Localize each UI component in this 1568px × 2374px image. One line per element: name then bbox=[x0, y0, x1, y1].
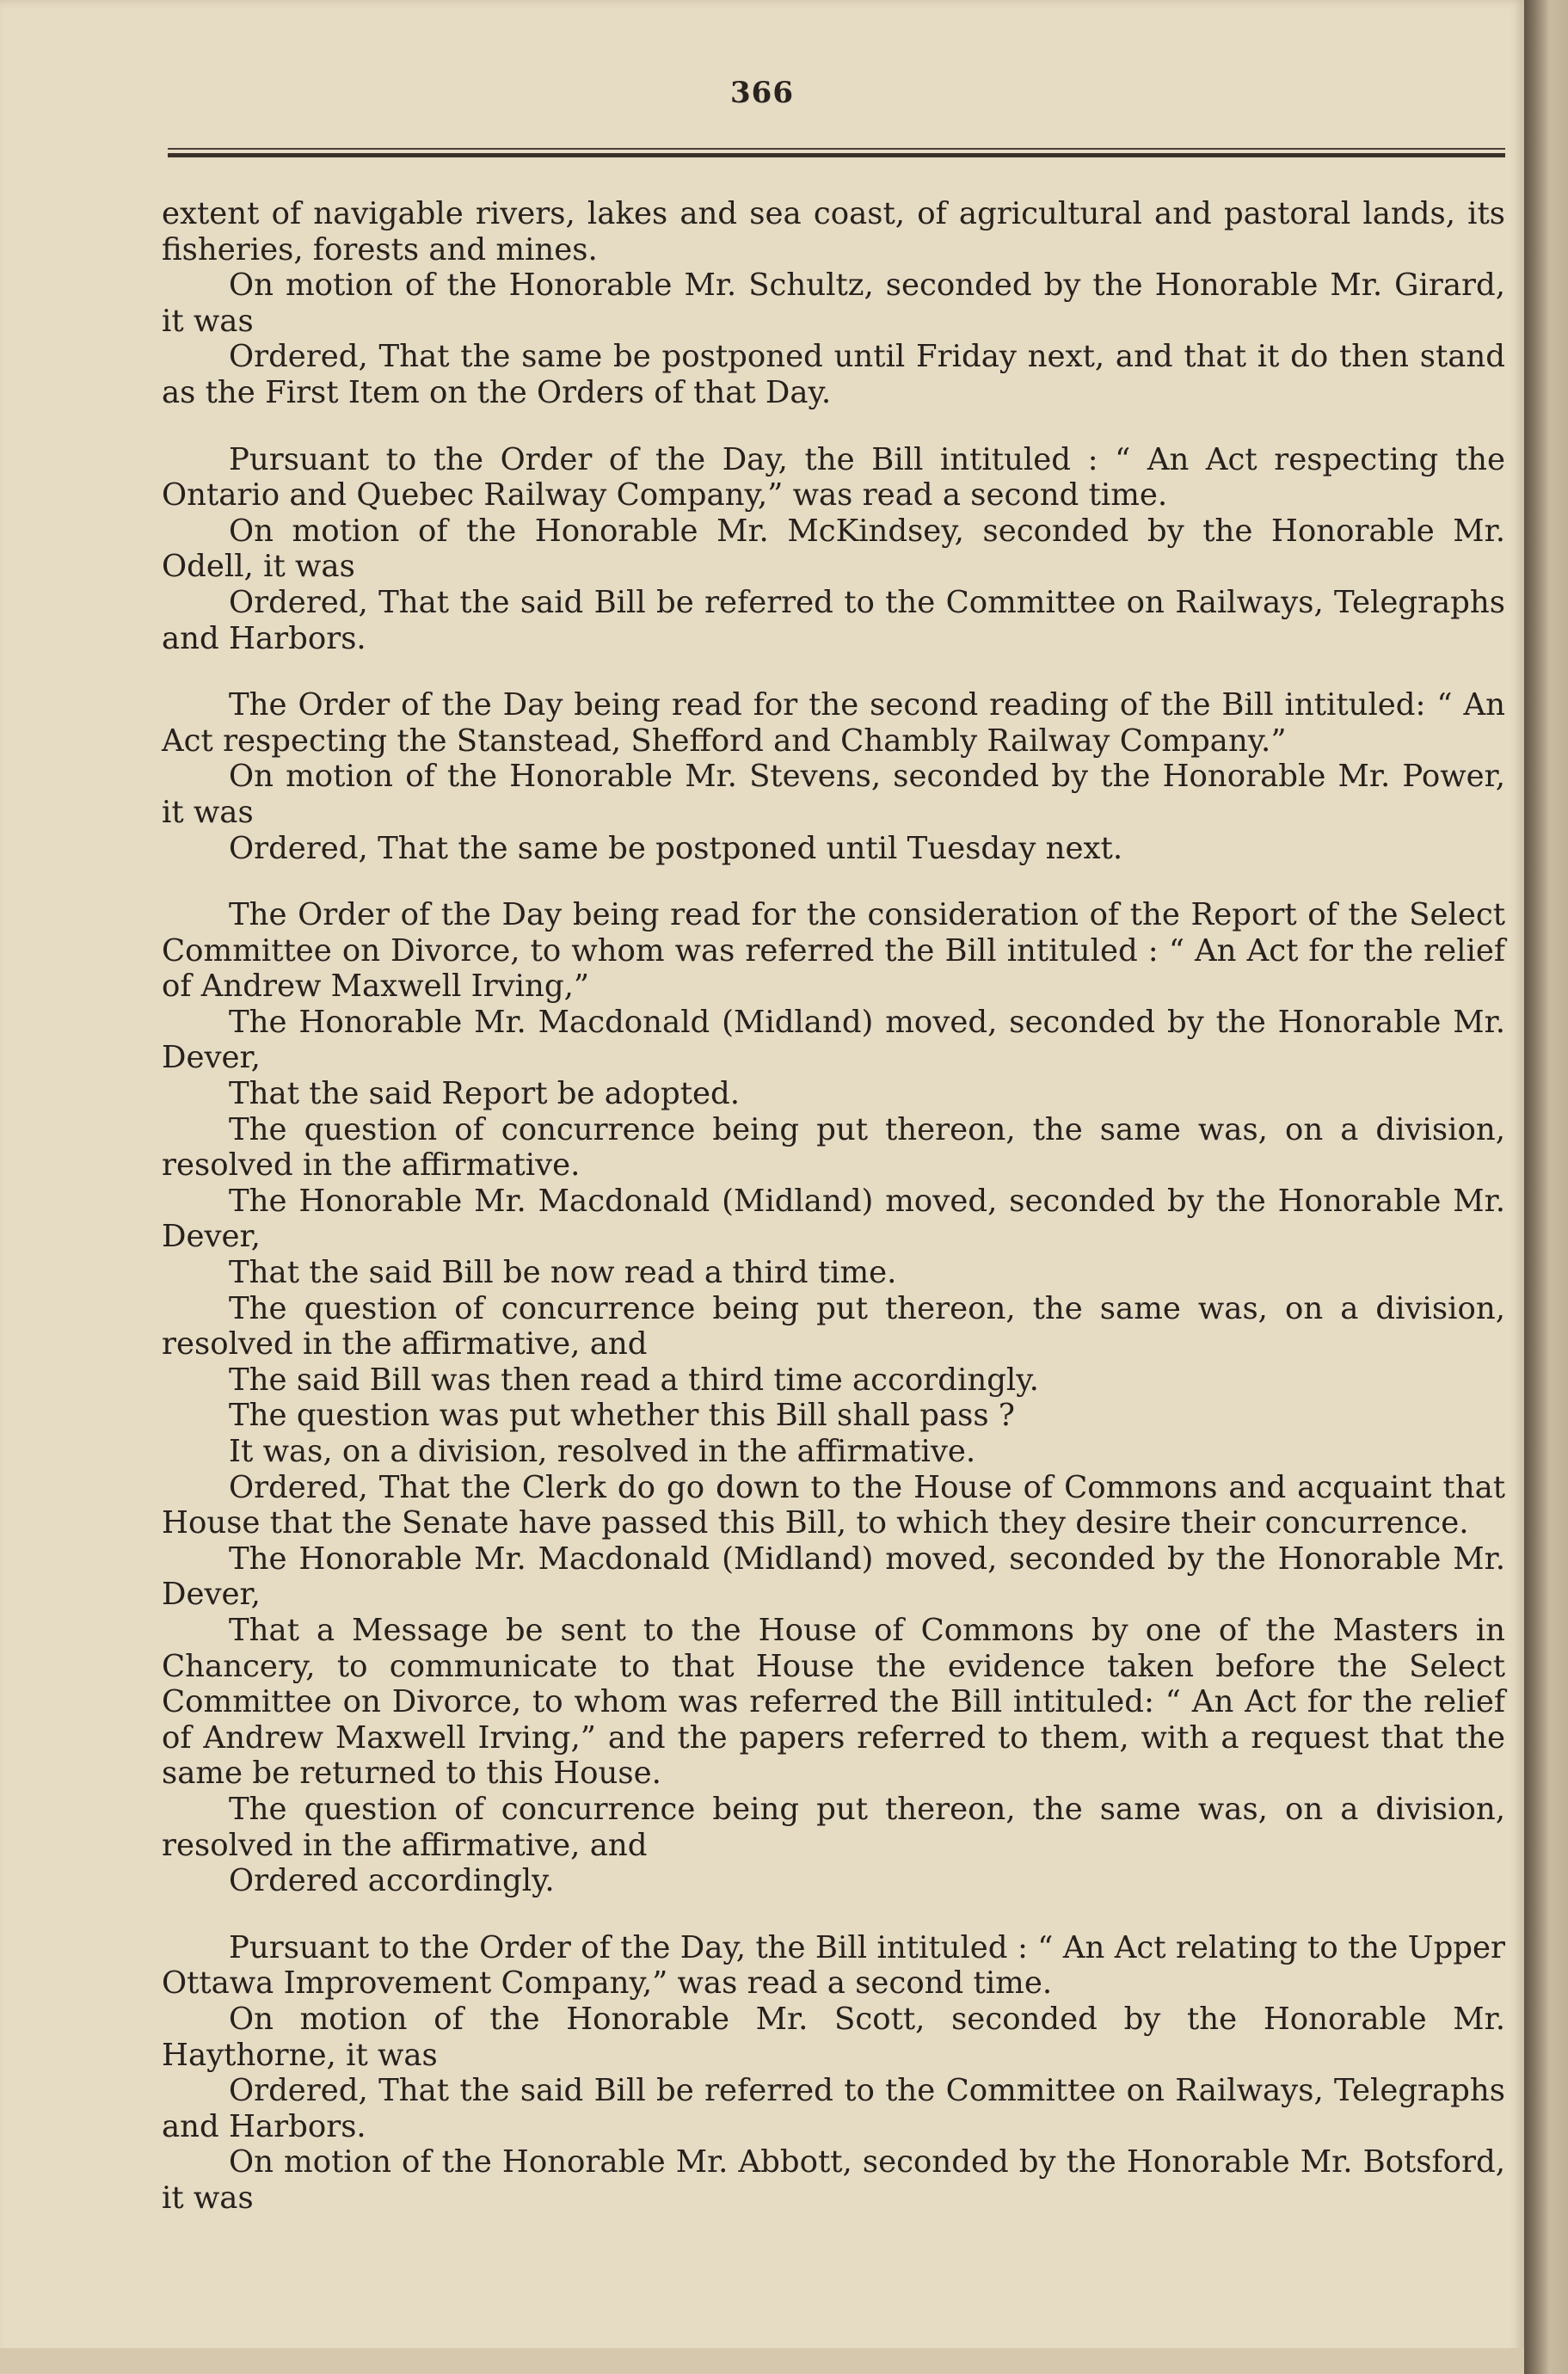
paragraph: On motion of the Honorable Mr. Stevens, seconded by the Honorable Mr. Power, it was bbox=[162, 759, 1505, 830]
paragraph: The question of concurrence being put thereon, the same was, on a division, resolved in the affirmative. bbox=[162, 1111, 1505, 1184]
paragraph: The question was put whether this Bill shall pass ? bbox=[229, 1398, 1015, 1434]
header-rule bbox=[168, 148, 1505, 162]
paragraph: Ordered, That the Clerk do go down to the House of Commons and acquaint that House that the Senate have passed this Bill, to which they desire their concurrence. bbox=[162, 1469, 1505, 1541]
paragraph: Ordered, That the same be postponed until Tuesday next. bbox=[229, 830, 1123, 866]
page-bottom-edge bbox=[0, 2348, 1524, 2374]
paragraph: On motion of the Honorable Mr. McKindsey, seconded by the Honorable Mr. Odell, it was bbox=[162, 513, 1505, 585]
body-text bbox=[162, 196, 1505, 2216]
paragraph: That a Message be sent to the House of Commons by one of the Masters in Chancery, to communicate to that House the evidence taken before the Select Committee on Divorce, to whom was referred the Bill intituled: “ An Act for the relief of Andrew Maxwell Irving,” and the papers referred to them, with a request that the same be returned to this House. bbox=[162, 1612, 1505, 1792]
paragraph: Ordered, That the same be postponed until Friday next, and that it do then stand as the First Item on the Orders of that Day. bbox=[162, 339, 1505, 410]
header-rule-thick bbox=[168, 153, 1505, 157]
paragraph: Pursuant to the Order of the Day, the Bill intituled : “ An Act respecting the Ontario and Quebec Railway Company,” was read a second time. bbox=[162, 441, 1505, 514]
paragraph: The Honorable Mr. Macdonald (Midland) moved, seconded by the Honorable Mr. Dever, bbox=[162, 1004, 1505, 1076]
paragraph: Pursuant to the Order of the Day, the Bill intituled : “ An Act relating to the Upper Ottawa Improvement Company,” was read a second time. bbox=[162, 1929, 1505, 2002]
paragraph: On motion of the Honorable Mr. Abbott, seconded by the Honorable Mr. Botsford, it was bbox=[162, 2144, 1505, 2216]
paragraph: The Order of the Day being read for the consideration of the Report of the Select Committee on Divorce, to whom was referred the Bill intituled : “ An Act for the relief of Andrew Maxwell Irving,” bbox=[162, 897, 1505, 1005]
paragraph: The question of concurrence being put thereon, the same was, on a division, resolved in the affirmative, and bbox=[162, 1791, 1505, 1863]
page-number: 366 bbox=[730, 76, 794, 110]
paragraph: The Honorable Mr. Macdonald (Midland) moved, seconded by the Honorable Mr. Dever, bbox=[162, 1541, 1505, 1613]
paragraph: That the said Bill be now read a third time. bbox=[229, 1255, 897, 1291]
book-spine-edge bbox=[1524, 0, 1568, 2374]
paragraph: It was, on a division, resolved in the affirmative. bbox=[229, 1434, 976, 1469]
paragraph: Ordered, That the said Bill be referred to the Committee on Railways, Telegraphs and Harbors. bbox=[162, 2073, 1505, 2144]
paragraph: On motion of the Honorable Mr. Schultz, seconded by the Honorable Mr. Girard, it was bbox=[162, 268, 1505, 339]
paragraph: The said Bill was then read a third time accordingly. bbox=[229, 1362, 1039, 1398]
paragraph: The Honorable Mr. Macdonald (Midland) moved, seconded by the Honorable Mr. Dever, bbox=[162, 1183, 1505, 1255]
paragraph: Ordered, That the said Bill be referred to the Committee on Railways, Telegraphs and Harbors. bbox=[162, 584, 1505, 656]
paragraph: extent of navigable rivers, lakes and sea coast, of agricultural and pastoral lands, its fisheries, forests and mines. bbox=[162, 196, 1505, 268]
paragraph: Ordered accordingly. bbox=[229, 1863, 555, 1899]
header-rule-thin bbox=[168, 148, 1505, 150]
paragraph: The question of concurrence being put thereon, the same was, on a division, resolved in the affirmative, and bbox=[162, 1290, 1505, 1362]
paragraph: On motion of the Honorable Mr. Scott, seconded by the Honorable Mr. Haythorne, it was bbox=[162, 2001, 1505, 2073]
paragraph: The Order of the Day being read for the second reading of the Bill intituled: “ An Act respecting the Stanstead, Shefford and Chambly Railway Company.” bbox=[162, 687, 1505, 759]
paragraph: That the said Report be adopted. bbox=[229, 1076, 741, 1112]
